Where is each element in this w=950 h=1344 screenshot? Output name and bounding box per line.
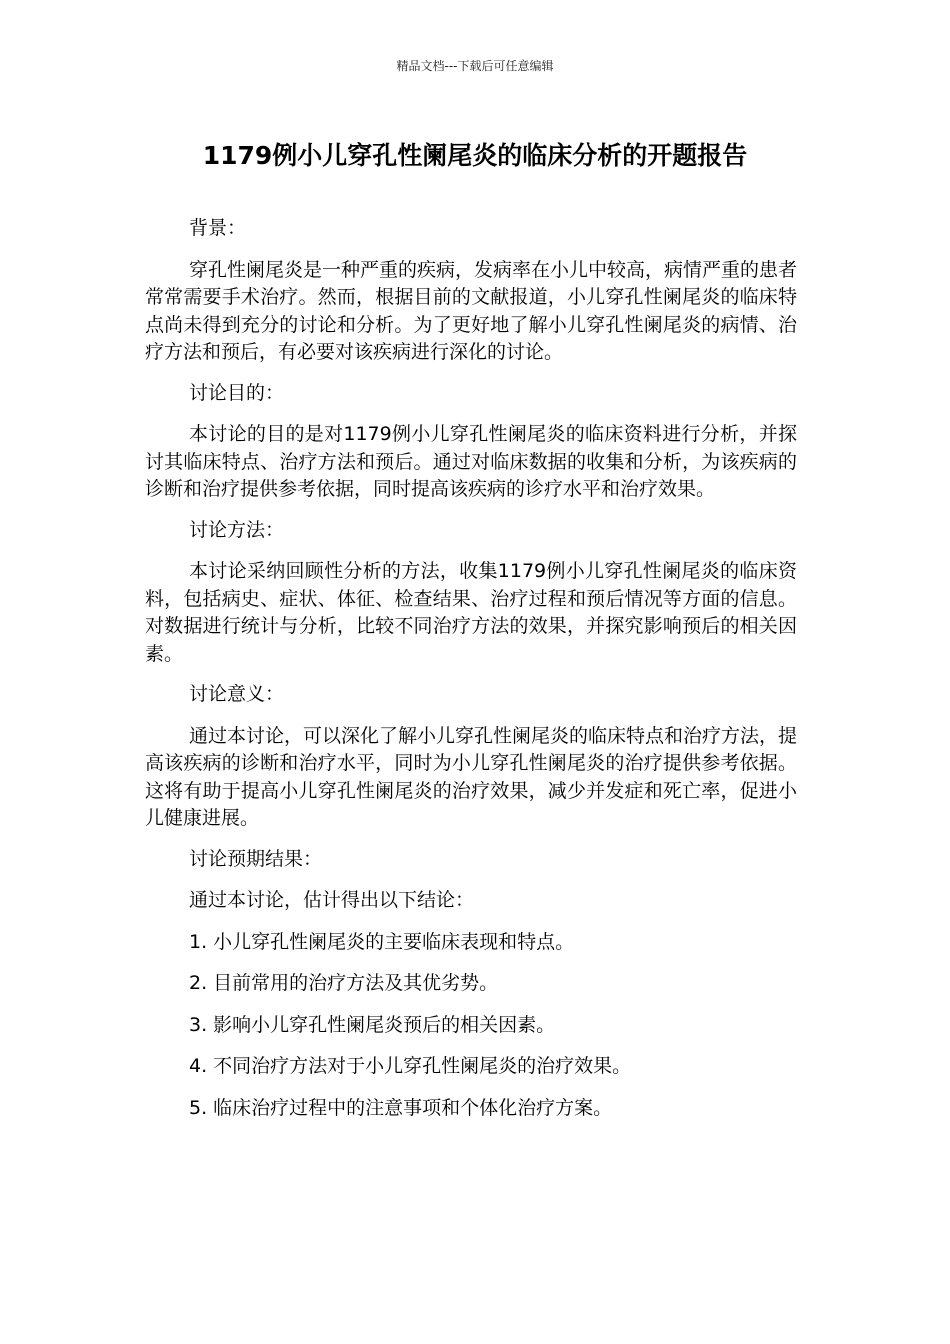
list-item: 2. 目前常用的治疗方法及其优劣势。 — [189, 972, 499, 994]
background-heading: 背景： — [189, 217, 247, 239]
document-title: 1179例小儿穿孔性阑尾炎的临床分析的开题报告 — [202, 141, 748, 170]
expected-results-heading: 讨论预期结果： — [189, 847, 323, 870]
list-item: 4. 不同治疗方法对于小儿穿孔性阑尾炎的治疗效果。 — [189, 1055, 632, 1077]
method-paragraph: 本讨论采纳回顾性分析的方法，收集1179例小儿穿孔性阑尾炎的临床资料，包括病史、症状、体征、检查结果、治疗过程和预后情况等方面的信息。对数据进行统计与分析，比较不同治疗方法的效果，并探究影响预后的相关因素。 — [145, 560, 797, 665]
list-item: 5. 临床治疗过程中的注意事项和个体化治疗方案。 — [189, 1096, 613, 1119]
list-item: 1. 小儿穿孔性阑尾炎的主要临床表现和特点。 — [189, 930, 575, 953]
significance-heading: 讨论意义： — [189, 683, 285, 705]
expected-results-intro: 通过本讨论，估计得出以下结论： — [189, 889, 475, 911]
document-body — [145, 215, 797, 1136]
header-note: 精品文档---下载后可任意编辑 — [396, 59, 554, 73]
background-paragraph: 穿孔性阑尾炎是一种严重的疾病，发病率在小儿中较高，病情严重的患者常常需要手术治疗。然而，根据目前的文献报道，小儿穿孔性阑尾炎的临床特点尚未得到充分的讨论和分析。为了更好地了解小儿穿孔性阑尾炎的病情、治疗方法和预后，有必要对该疾病进行深化的讨论。 — [145, 258, 798, 363]
purpose-paragraph: 本讨论的目的是对1179例小儿穿孔性阑尾炎的临床资料进行分析，并探讨其临床特点、治疗方法和预后。通过对临床数据的收集和分析，为该疾病的诊断和治疗提供参考依据，同时提高该疾病的诊疗水平和治疗效果。 — [145, 423, 797, 500]
purpose-heading: 讨论目的： — [189, 381, 285, 404]
list-item: 3. 影响小儿穿孔性阑尾炎预后的相关因素。 — [189, 1013, 556, 1036]
method-heading: 讨论方法： — [189, 518, 285, 541]
significance-paragraph: 通过本讨论，可以深化了解小儿穿孔性阑尾炎的临床特点和治疗方法，提高该疾病的诊断和治疗水平，同时为小儿穿孔性阑尾炎的治疗提供参考依据。这将有助于提高小儿穿孔性阑尾炎的治疗效果，减少并发症和死亡率，促进小儿健康进展。 — [145, 724, 798, 829]
